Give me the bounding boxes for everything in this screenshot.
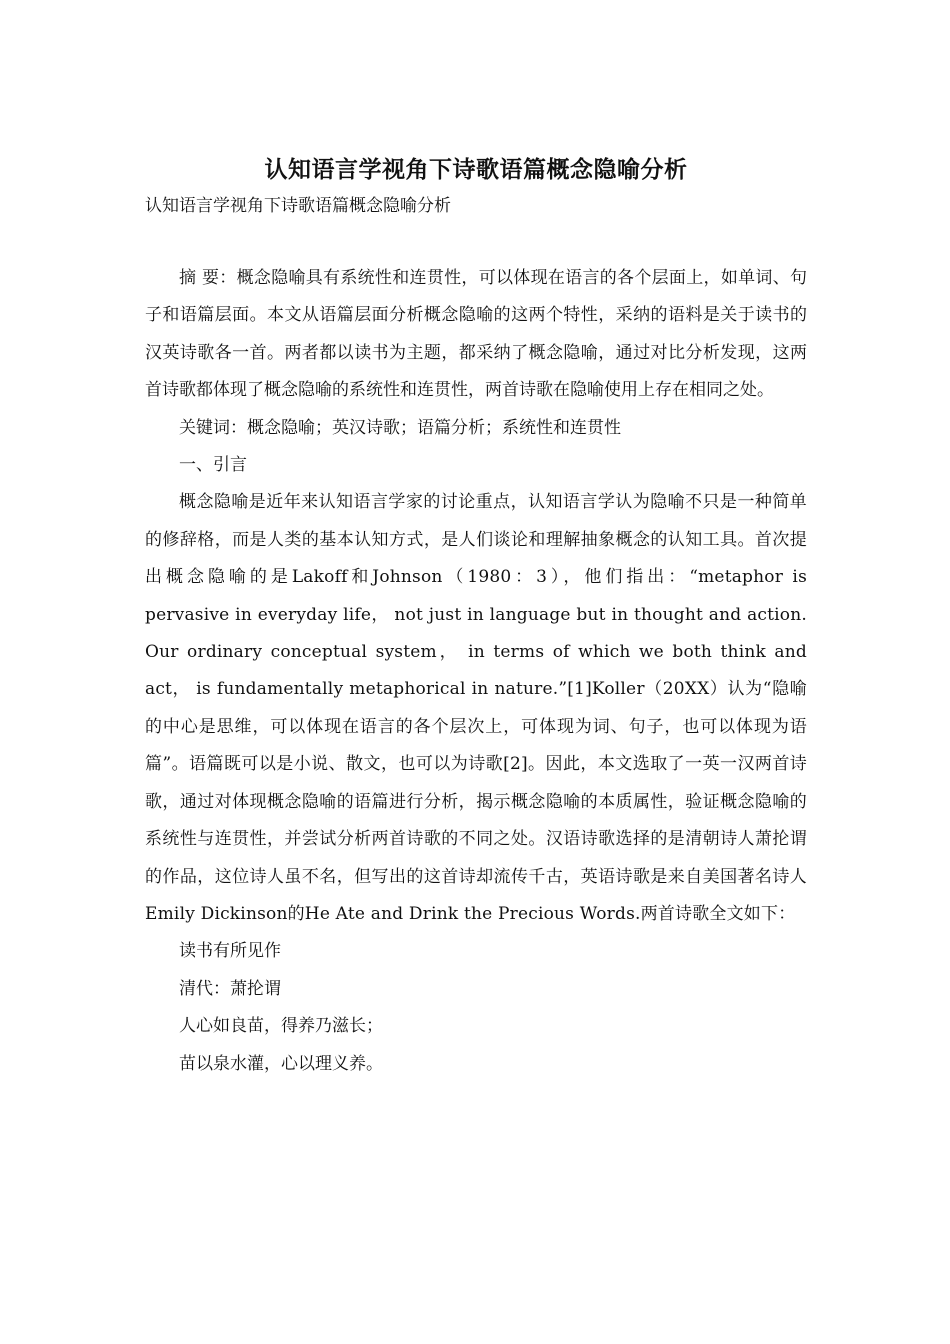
abstract-paragraph: 摘 要：概念隐喻具有系统性和连贯性，可以体现在语言的各个层面上，如单词、句子和语篇层面。本文从语篇层面分析概念隐喻的这两个特性，采纳的语料是关于读书的汉英诗歌各一首。两者都以读书为主题，都采纳了概念隐喻，通过对比分析发现，这两首诗歌都体现了概念隐喻的系统性和连贯性，两首诗歌在隐喻使用上存在相同之处。: [145, 268, 807, 401]
document-body: [145, 260, 807, 1083]
document-title: 认知语言学视角下诗歌语篇概念隐喻分析: [264, 156, 688, 183]
introduction-paragraph: 概念隐喻是近年来认知语言学家的讨论重点，认知语言学认为隐喻不只是一种简单的修辞格，而是人类的基本认知方式，是人们谈论和理解抽象概念的认知工具。首次提出概念隐喻的是Lakoff和Johnson（1980：3），他们指出：“metaphor is pervasive in everyday life， not just in language but in thought and action. Our ordinary conceptual system， in terms of which we both think and act， is fundamentally metaphorical in nature.”[1]Koller（20XX）认为“隐喻的中心是思维，可以体现在语言的各个层次上，可体现为词、句子，也可以体现为语篇”。语篇既可以是小说、散文，也可以为诗歌[2]。因此，本文选取了一英一汉两首诗歌，通过对体现概念隐喻的语篇进行分析，揭示概念隐喻的本质属性，验证概念隐喻的系统性与连贯性，并尝试分析两首诗歌的不同之处。汉语诗歌选择的是清朝诗人萧抡谓的作品，这位诗人虽不名，但写出的这首诗却流传千古，英语诗歌是来自美国著名诗人Emily Dickinson的He Ate and Drink the Precious Words.两首诗歌全文如下：: [145, 492, 807, 924]
poem-line: 苗以泉水灌，心以理义养。: [179, 1053, 383, 1074]
poem-title: 读书有所见作: [179, 941, 281, 962]
document-page: [145, 150, 807, 1083]
section-heading-introduction: 一、引言: [179, 455, 247, 476]
poem-line: 人心如良苗，得养乃滋长；: [179, 1016, 383, 1037]
document-subtitle: 认知语言学视角下诗歌语篇概念隐喻分析: [145, 196, 451, 216]
keywords-line: 关键词：概念隐喻；英汉诗歌；语篇分析；系统性和连贯性: [179, 417, 621, 438]
poem-author: 清代：萧抡谓: [179, 978, 281, 999]
